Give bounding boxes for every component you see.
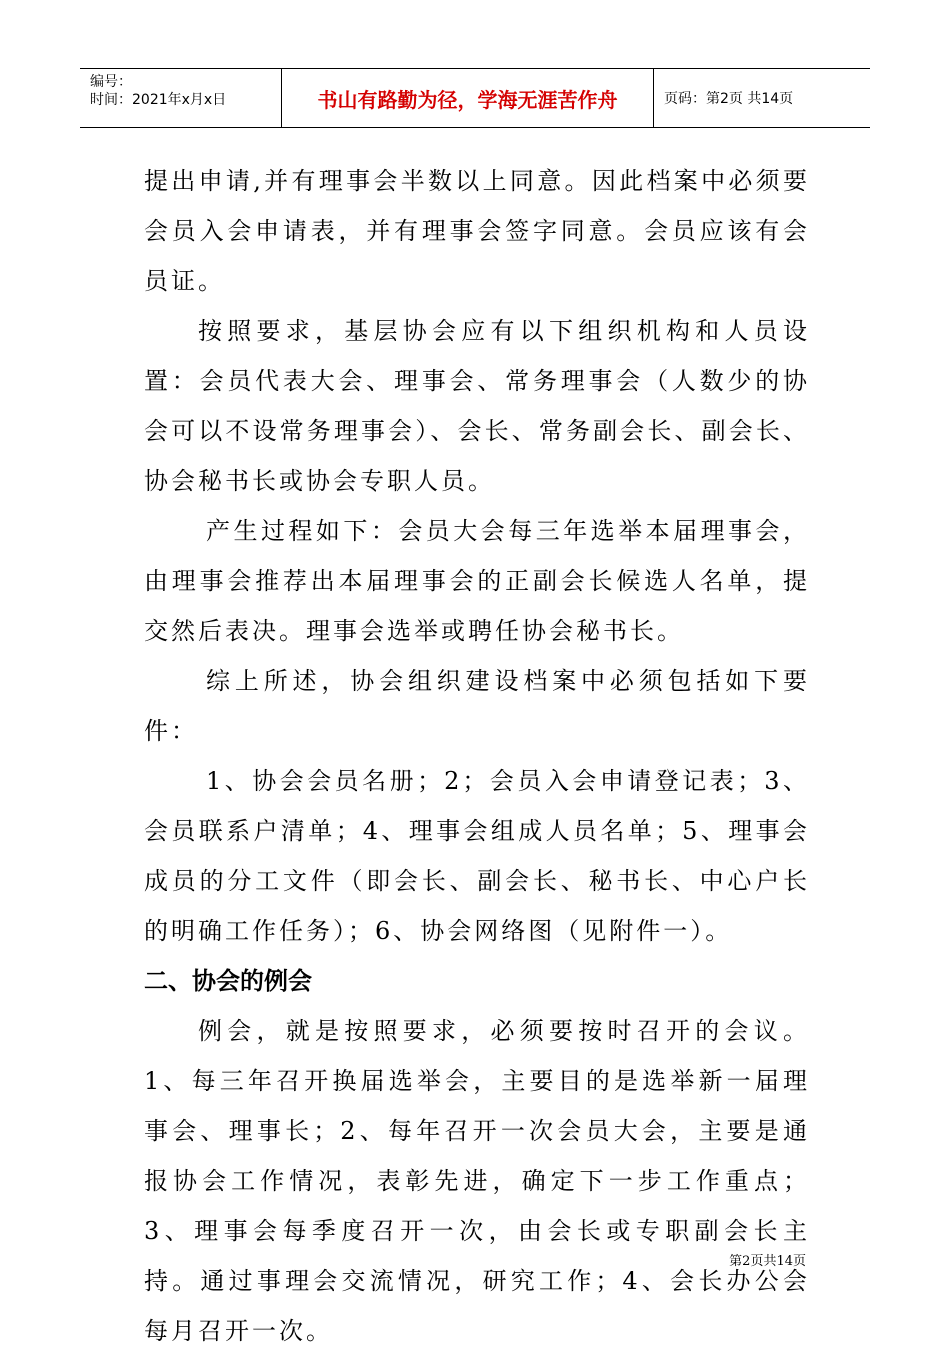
paragraph: 产生过程如下：会员大会每三年选举本届理事会，由理事会推荐出本届理事会的正副会长候选人名单，提交然后表决。理事会选举或聘任协会秘书长。 bbox=[144, 517, 810, 645]
section-heading: 二、协会的例会 bbox=[144, 967, 312, 995]
header-motto: 书山有路勤为径，学海无涯苦作舟 bbox=[282, 69, 654, 127]
paragraph: 1、协会会员名册；2；会员入会申请登记表；3、会员联系户清单；4、理事会组成人员名单；5、理事会成员的分工文件（即会长、副会长、秘书长、中心户长的明确工作任务）；6、协会网络图（见附件一）。 bbox=[144, 767, 810, 945]
header-page-info: 页码：第2页 共14页 bbox=[664, 91, 794, 107]
page-header bbox=[80, 68, 870, 128]
document-number-label: 编号： bbox=[90, 74, 132, 90]
paragraph: 例会，就是按照要求，必须要按时召开的会议。1、每三年召开换届选举会，主要目的是选举新一届理事会、理事长；2、每年召开一次会员大会，主要是通报协会工作情况，表彰先进，确定下一步工作重点；3、理事会每季度召开一次，由会长或专职副会长主持。通过事理会交流情况，研究工作；4、会长办公会每月召开一次。 bbox=[144, 1017, 810, 1345]
document-time-label: 时间：2021年x月x日 bbox=[90, 92, 227, 108]
header-meta bbox=[80, 69, 282, 127]
page-footer: 第2页共14页 bbox=[729, 1254, 806, 1269]
document-body bbox=[144, 156, 810, 1356]
paragraph: 提出申请,并有理事会半数以上同意。因此档案中必须要会员入会申请表，并有理事会签字同意。会员应该有会员证。 bbox=[144, 167, 810, 295]
paragraph: 按照要求，基层协会应有以下组织机构和人员设置：会员代表大会、理事会、常务理事会（人数少的协会可以不设常务理事会）、会长、常务副会长、副会长、协会秘书长或协会专职人员。 bbox=[144, 317, 810, 495]
paragraph: 综上所述，协会组织建设档案中必须包括如下要件： bbox=[144, 667, 810, 745]
